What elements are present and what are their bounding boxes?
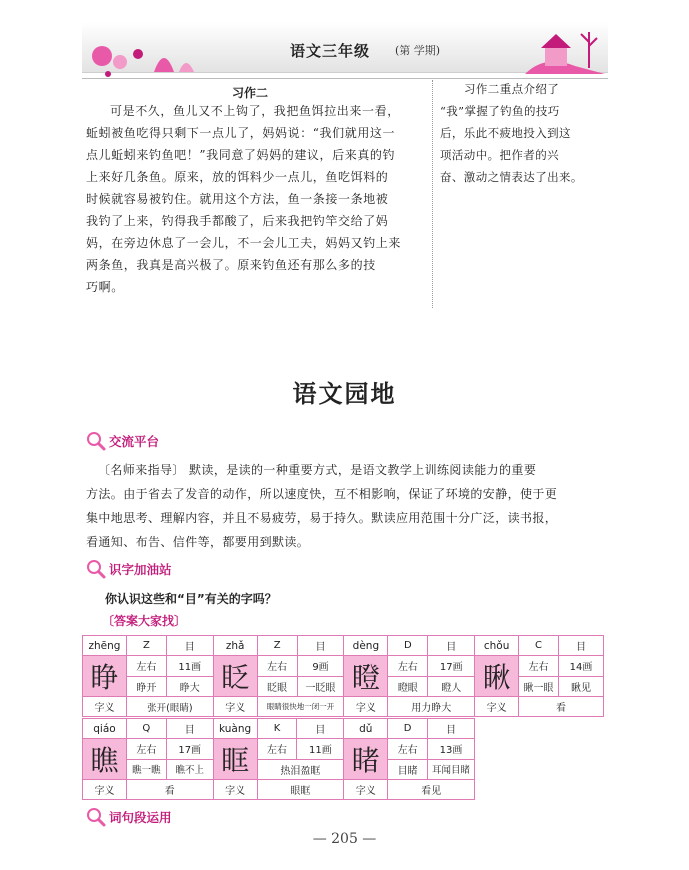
- letter: Q: [126, 719, 166, 739]
- essay-title: 习作二: [232, 86, 269, 100]
- structure: 左右: [126, 656, 166, 677]
- strokes: 11画: [297, 739, 344, 760]
- character: 瞪: [344, 656, 388, 697]
- essay-line: 蚯蚓被鱼吃得只剩下一点儿了，妈妈说：“我们就用这一: [86, 126, 396, 140]
- page-title: 语文园地: [292, 379, 397, 408]
- pinyin: qiáo: [83, 719, 127, 739]
- section1-line: 方法。由于省去了发音的动作，所以速度快，互不相影响，保证了环境的安静，使于更: [86, 487, 558, 501]
- word: 目睹: [388, 759, 428, 780]
- meaning-label: 字义: [344, 697, 388, 717]
- meaning: 张开(眼睛): [126, 697, 213, 717]
- header-left-decoration: [84, 24, 204, 78]
- word: 瞧不上: [166, 759, 213, 780]
- magnifier-icon: [85, 558, 107, 580]
- word: 瞧一瞧: [126, 759, 166, 780]
- meaning-label: 字义: [83, 697, 127, 717]
- pinyin: chǒu: [475, 636, 519, 656]
- question-text: 你认识这些和“目”有关的字吗？: [105, 592, 277, 606]
- decor-dot: [105, 71, 111, 77]
- essay-line: 两条鱼，我真是高兴极了。原来钓鱼还有那么多的技: [86, 258, 376, 272]
- essay-body: [86, 100, 431, 298]
- section1-line: 集中地思考、理解内容，并且不易疲劳，易于持久。默读应用范围十分广泛，读书报，: [86, 511, 558, 525]
- letter: Z: [126, 636, 166, 656]
- word: 眨眼: [257, 676, 297, 697]
- comment-line: 习作二重点介绍了: [464, 82, 560, 96]
- essay-line: 上来好几条鱼。原来，放的饵料少一点儿，鱼吃饵料的: [86, 170, 389, 184]
- meaning-label: 字义: [83, 780, 127, 800]
- column-divider: [432, 80, 433, 308]
- strokes: 13画: [428, 739, 475, 760]
- character: 睹: [344, 739, 388, 780]
- strokes: 17画: [166, 739, 213, 760]
- radical: 目: [166, 719, 213, 739]
- pinyin: dǔ: [344, 719, 388, 739]
- word: 瞅见: [558, 676, 603, 697]
- decor-balloon: [92, 46, 112, 66]
- strokes: 11画: [166, 656, 213, 677]
- word: 一眨眼: [297, 676, 344, 697]
- pinyin: dèng: [344, 636, 388, 656]
- section-heading-literacy: [85, 558, 172, 580]
- letter: Z: [257, 636, 297, 656]
- section1-line: 看通知、布告、信件等，都要用到默读。: [86, 535, 310, 549]
- meaning: 眼睛很快地一闭一开: [257, 697, 344, 717]
- strokes: 14画: [558, 656, 603, 677]
- essay-line: 巧啊。: [86, 280, 124, 294]
- essay-line: 妈，在旁边休息了一会儿，不一会儿工夫，妈妈又钓上来: [86, 236, 402, 250]
- pinyin: kuàng: [213, 719, 257, 739]
- comment-line: 后，乐此不疲地投入到这: [440, 126, 571, 140]
- structure: 左右: [388, 656, 428, 677]
- strokes: 17画: [428, 656, 475, 677]
- decor-balloon: [133, 49, 143, 59]
- word: 瞪眼: [388, 676, 428, 697]
- section-heading-label: 词句段运用: [109, 810, 172, 825]
- comment-line: 奋、激动之情表达了出来。: [440, 170, 583, 184]
- radical: 目: [297, 719, 344, 739]
- radical: 目: [428, 636, 475, 656]
- radical: 目: [297, 636, 344, 656]
- section1-body: [86, 458, 616, 554]
- essay-line: 时候就容易被钓住。就用这个方法，鱼一条接一条地被: [86, 192, 389, 206]
- char-table-row2: [82, 718, 475, 800]
- essay-line: 我钓了上来，钓得我手都酸了，后来我把钓竿交给了妈: [86, 214, 389, 228]
- essay-line: 可是不久，鱼儿又不上钩了，我把鱼饵拉出来一看，: [110, 104, 400, 118]
- word: 瞅一眼: [519, 676, 559, 697]
- section-heading-usage: [85, 806, 172, 828]
- pinyin: zhēng: [83, 636, 127, 656]
- word: 睁大: [166, 676, 213, 697]
- meaning: 眼眶: [257, 780, 344, 800]
- header-right-decoration: [515, 24, 608, 78]
- section-heading-exchange: [85, 430, 159, 452]
- word: 睁开: [126, 676, 166, 697]
- word: 瞪人: [428, 676, 475, 697]
- section1-line: 〔名师来指导〕 默读，是读的一种重要方式，是语文教学上训练阅读能力的重要: [98, 463, 537, 477]
- comment-line: “我”掌握了钓鱼的技巧: [440, 104, 560, 118]
- meaning-label: 字义: [475, 697, 519, 717]
- letter: C: [519, 636, 559, 656]
- section-heading-label: 交流平台: [109, 434, 160, 449]
- meaning: 看: [126, 780, 213, 800]
- structure: 左右: [257, 739, 297, 760]
- structure: 左右: [257, 656, 297, 677]
- answer-label: 〔答案大家找〕: [102, 614, 187, 628]
- decor-bird: [154, 58, 174, 72]
- letter: D: [388, 719, 428, 739]
- magnifier-icon: [85, 806, 107, 828]
- meaning: 用力睁大: [388, 697, 475, 717]
- decor-house: [545, 46, 567, 66]
- character: 眨: [213, 656, 257, 697]
- meaning-label: 字义: [213, 780, 257, 800]
- radical: 目: [558, 636, 603, 656]
- header-subtitle: (第 学期): [395, 44, 441, 57]
- structure: 左右: [519, 656, 559, 677]
- essay-comment: [440, 78, 610, 188]
- meaning-label: 字义: [213, 697, 257, 717]
- section-heading-label: 识字加油站: [109, 562, 172, 577]
- comment-line: 项活动中。把作者的兴: [440, 148, 559, 162]
- radical: 目: [166, 636, 213, 656]
- magnifier-icon: [85, 430, 107, 452]
- pinyin: zhǎ: [213, 636, 257, 656]
- word: 耳闻目睹: [428, 759, 475, 780]
- letter: K: [257, 719, 297, 739]
- character: 瞅: [475, 656, 519, 697]
- meaning-label: 字义: [344, 780, 388, 800]
- radical: 目: [428, 719, 475, 739]
- char-table-row1: [82, 635, 604, 717]
- essay-line: 点儿蚯蚓来钓鱼吧！”我同意了妈妈的建议，后来真的钓: [86, 148, 396, 162]
- meaning: 看: [519, 697, 604, 717]
- word: 热泪盈眶: [257, 759, 344, 780]
- header-title: 语文三年级: [290, 42, 371, 60]
- decor-balloon: [113, 55, 127, 69]
- decor-roof: [541, 34, 571, 48]
- character: 睁: [83, 656, 127, 697]
- structure: 左右: [126, 739, 166, 760]
- character: 眶: [213, 739, 257, 780]
- meaning: 看见: [388, 780, 475, 800]
- letter: D: [388, 636, 428, 656]
- decor-bird: [179, 63, 194, 72]
- strokes: 9画: [297, 656, 344, 677]
- page-number: — 205 —: [312, 831, 377, 847]
- structure: 左右: [388, 739, 428, 760]
- character: 瞧: [83, 739, 127, 780]
